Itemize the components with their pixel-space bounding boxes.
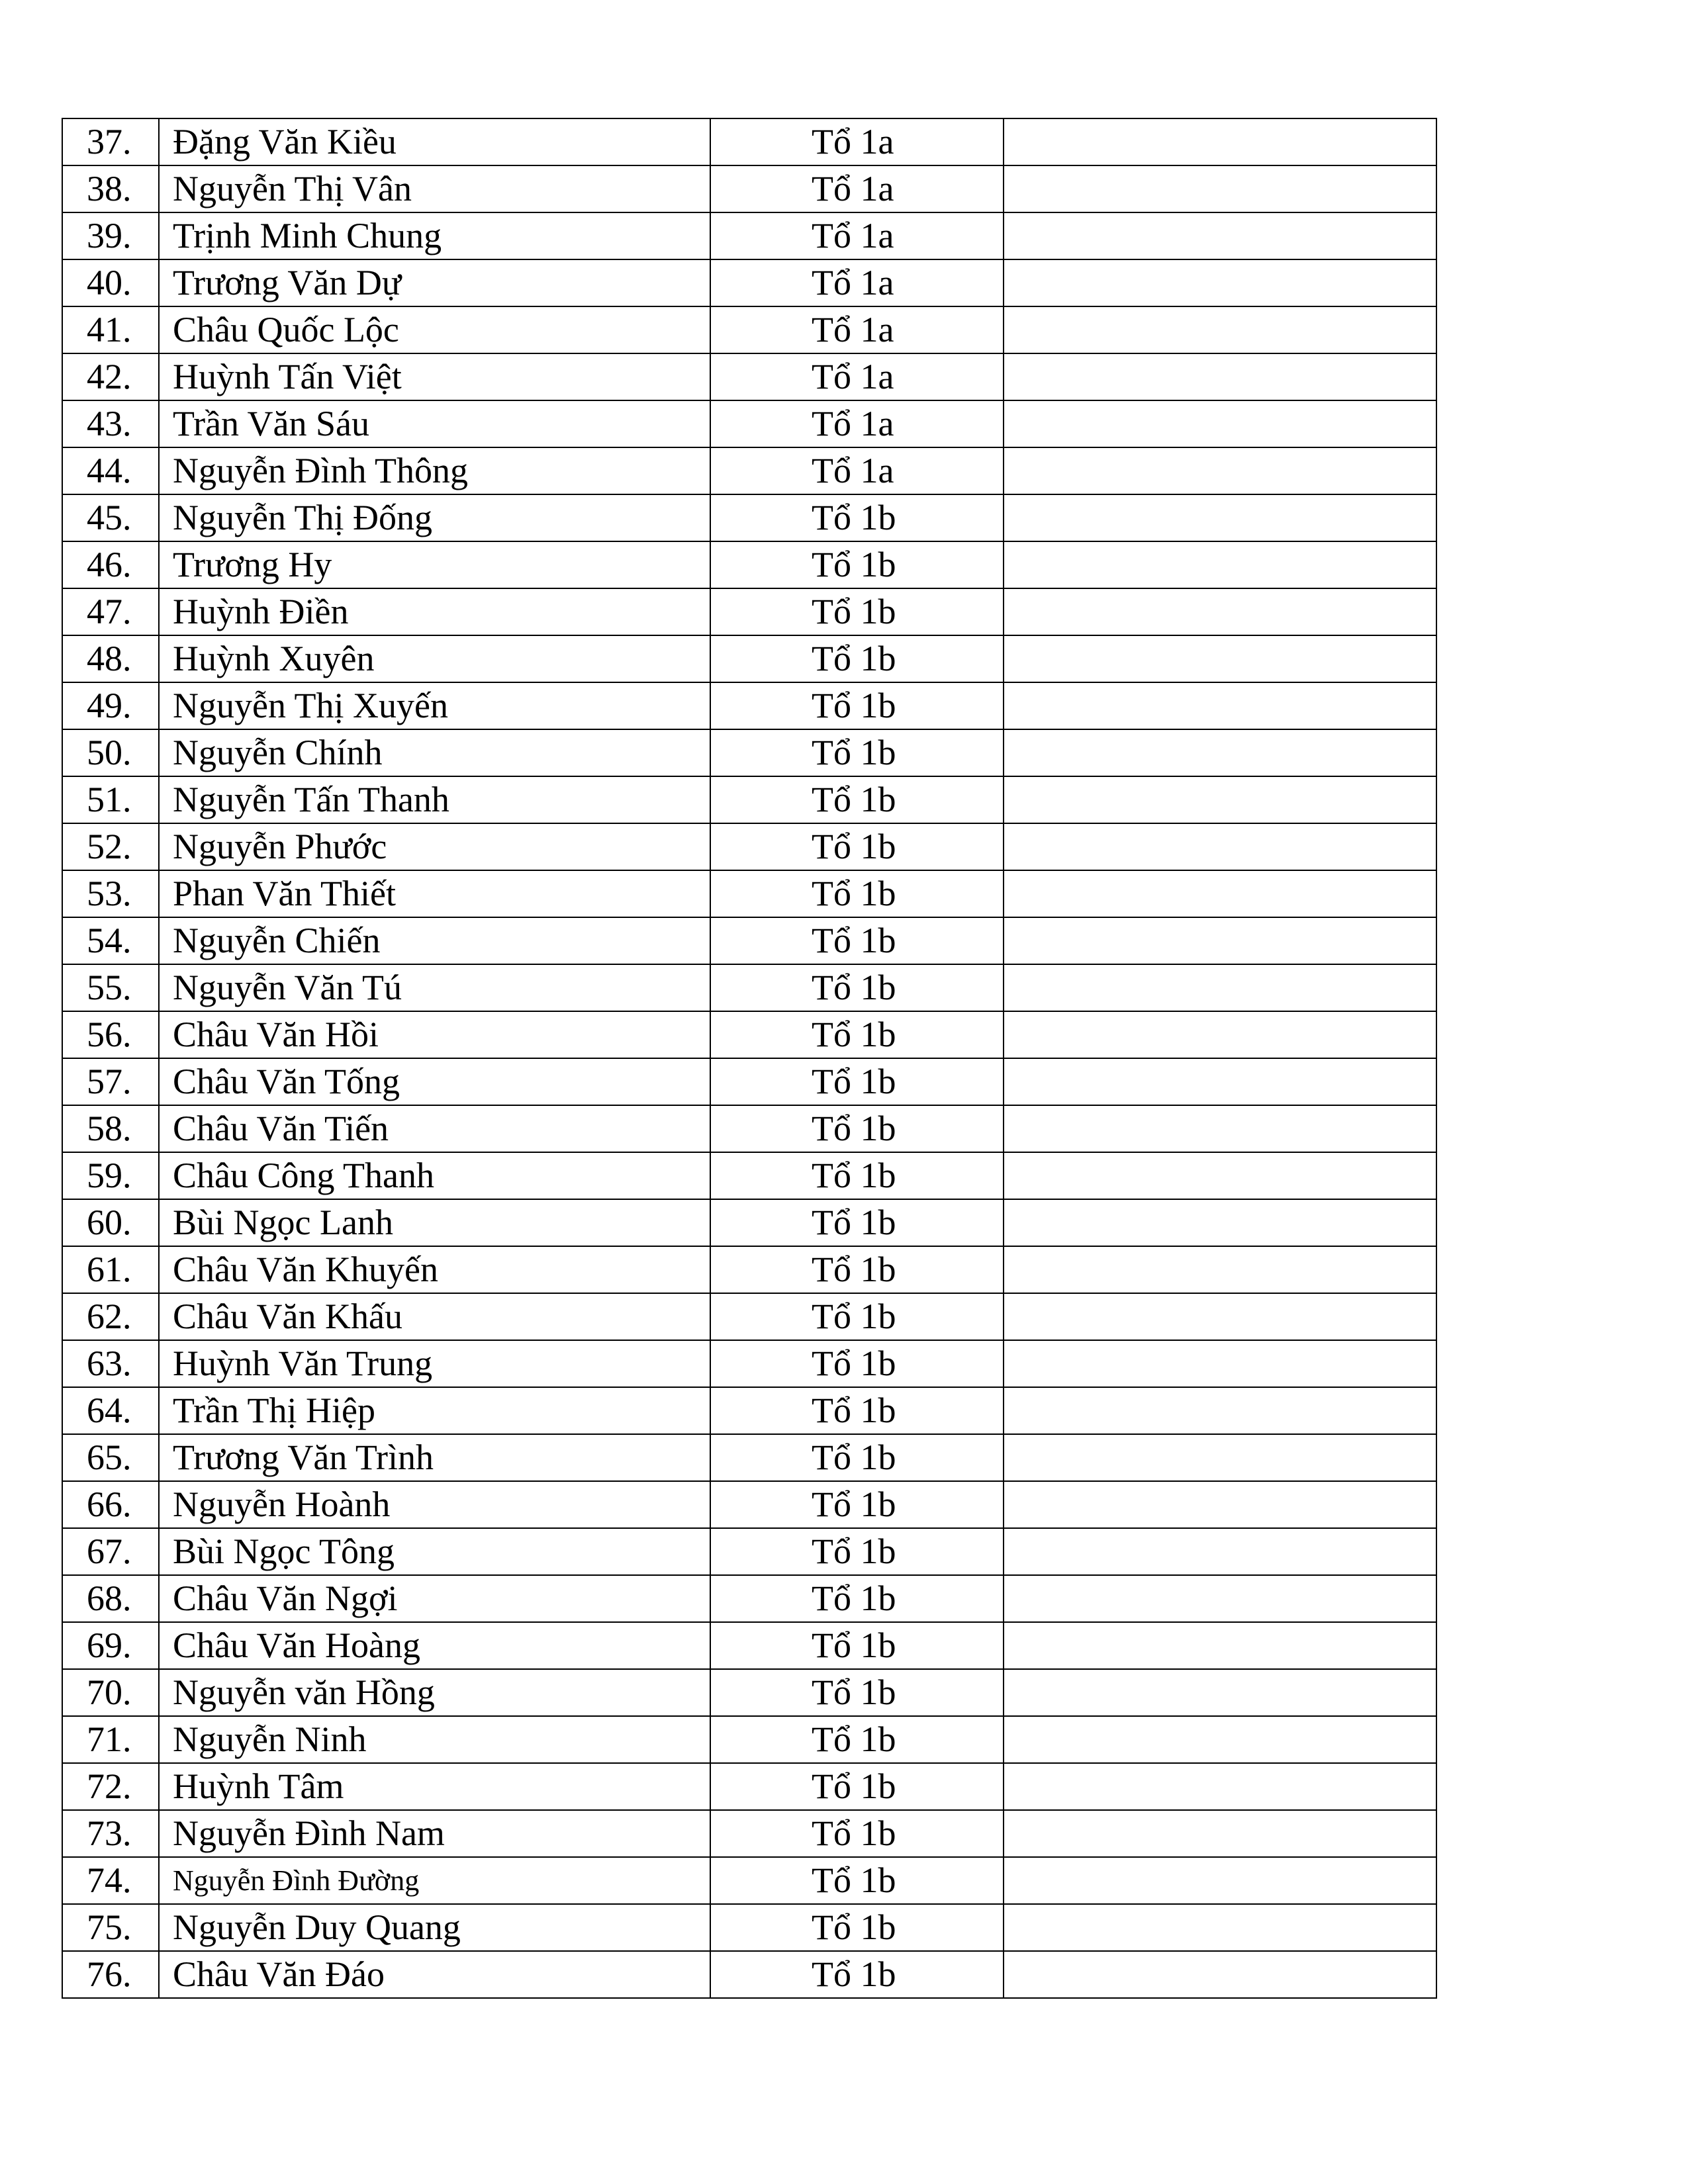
table-row: [62, 1293, 1436, 1340]
group-label: Tổ 1a: [710, 212, 1004, 259]
note-cell: [1004, 1293, 1436, 1340]
row-number: 54.: [62, 917, 159, 964]
table-row: [62, 400, 1436, 447]
group-label: Tổ 1a: [710, 353, 1004, 400]
table-row: [62, 964, 1436, 1011]
group-label: Tổ 1b: [710, 1387, 1004, 1434]
table-row: [62, 635, 1436, 682]
person-name: Nguyễn Chiến: [159, 917, 710, 964]
note-cell: [1004, 588, 1436, 635]
row-number: 71.: [62, 1716, 159, 1763]
person-name: Nguyễn Duy Quang: [159, 1904, 710, 1951]
roster-table: [62, 118, 1437, 1999]
table-row: [62, 1622, 1436, 1669]
person-name: Bùi Ngọc Tông: [159, 1528, 710, 1575]
table-row: [62, 1857, 1436, 1904]
person-name: Nguyễn Thị Vân: [159, 165, 710, 212]
table-row: [62, 1669, 1436, 1716]
person-name: Nguyễn Văn Tú: [159, 964, 710, 1011]
person-name: Nguyễn Phước: [159, 823, 710, 870]
note-cell: [1004, 494, 1436, 541]
note-cell: [1004, 306, 1436, 353]
table-row: [62, 682, 1436, 729]
person-name: Huỳnh Điền: [159, 588, 710, 635]
note-cell: [1004, 1716, 1436, 1763]
group-label: Tổ 1b: [710, 1951, 1004, 1998]
table-row: [62, 353, 1436, 400]
note-cell: [1004, 1810, 1436, 1857]
group-label: Tổ 1a: [710, 165, 1004, 212]
table-row: [62, 447, 1436, 494]
person-name: Châu Văn Khấu: [159, 1293, 710, 1340]
person-name: Nguyễn văn Hồng: [159, 1669, 710, 1716]
group-label: Tổ 1a: [710, 118, 1004, 165]
row-number: 67.: [62, 1528, 159, 1575]
row-number: 69.: [62, 1622, 159, 1669]
note-cell: [1004, 1481, 1436, 1528]
group-label: Tổ 1b: [710, 635, 1004, 682]
person-name: Nguyễn Tấn Thanh: [159, 776, 710, 823]
note-cell: [1004, 1434, 1436, 1481]
row-number: 75.: [62, 1904, 159, 1951]
group-label: Tổ 1b: [710, 1669, 1004, 1716]
row-number: 57.: [62, 1058, 159, 1105]
table-row: [62, 1058, 1436, 1105]
person-name: Nguyễn Thị Đống: [159, 494, 710, 541]
note-cell: [1004, 1152, 1436, 1199]
note-cell: [1004, 1575, 1436, 1622]
note-cell: [1004, 1105, 1436, 1152]
row-number: 58.: [62, 1105, 159, 1152]
note-cell: [1004, 1763, 1436, 1810]
row-number: 55.: [62, 964, 159, 1011]
row-number: 47.: [62, 588, 159, 635]
group-label: Tổ 1b: [710, 1246, 1004, 1293]
person-name: Nguyễn Đình Đường: [159, 1857, 710, 1904]
person-name: Nguyễn Đình Thông: [159, 447, 710, 494]
table-row: [62, 1387, 1436, 1434]
row-number: 53.: [62, 870, 159, 917]
row-number: 42.: [62, 353, 159, 400]
note-cell: [1004, 212, 1436, 259]
group-label: Tổ 1b: [710, 1481, 1004, 1528]
row-number: 76.: [62, 1951, 159, 1998]
table-row: [62, 1716, 1436, 1763]
table-row: [62, 1199, 1436, 1246]
group-label: Tổ 1b: [710, 823, 1004, 870]
row-number: 41.: [62, 306, 159, 353]
person-name: Trần Thị Hiệp: [159, 1387, 710, 1434]
group-label: Tổ 1b: [710, 1434, 1004, 1481]
group-label: Tổ 1b: [710, 964, 1004, 1011]
person-name: Trương Văn Dự: [159, 259, 710, 306]
note-cell: [1004, 1622, 1436, 1669]
group-label: Tổ 1b: [710, 1058, 1004, 1105]
table-row: [62, 1340, 1436, 1387]
row-number: 61.: [62, 1246, 159, 1293]
note-cell: [1004, 1951, 1436, 1998]
person-name: Châu Văn Hoàng: [159, 1622, 710, 1669]
table-row: [62, 212, 1436, 259]
row-number: 37.: [62, 118, 159, 165]
table-row: [62, 1011, 1436, 1058]
table-row: [62, 541, 1436, 588]
row-number: 60.: [62, 1199, 159, 1246]
table-row: [62, 1246, 1436, 1293]
table-row: [62, 1528, 1436, 1575]
table-row: [62, 1434, 1436, 1481]
note-cell: [1004, 1528, 1436, 1575]
row-number: 38.: [62, 165, 159, 212]
group-label: Tổ 1b: [710, 1152, 1004, 1199]
person-name: Nguyễn Đình Nam: [159, 1810, 710, 1857]
group-label: Tổ 1b: [710, 682, 1004, 729]
group-label: Tổ 1a: [710, 259, 1004, 306]
person-name: Châu Công Thanh: [159, 1152, 710, 1199]
note-cell: [1004, 400, 1436, 447]
person-name: Châu Văn Đáo: [159, 1951, 710, 1998]
group-label: Tổ 1b: [710, 917, 1004, 964]
person-name: Huỳnh Xuyên: [159, 635, 710, 682]
note-cell: [1004, 917, 1436, 964]
person-name: Châu Văn Tiến: [159, 1105, 710, 1152]
person-name: Châu Văn Ngợi: [159, 1575, 710, 1622]
person-name: Phan Văn Thiết: [159, 870, 710, 917]
person-name: Châu Quốc Lộc: [159, 306, 710, 353]
group-label: Tổ 1a: [710, 400, 1004, 447]
table-row: [62, 1575, 1436, 1622]
person-name: Đặng Văn Kiều: [159, 118, 710, 165]
group-label: Tổ 1b: [710, 1528, 1004, 1575]
table-row: [62, 1810, 1436, 1857]
note-cell: [1004, 1669, 1436, 1716]
row-number: 52.: [62, 823, 159, 870]
note-cell: [1004, 964, 1436, 1011]
note-cell: [1004, 1011, 1436, 1058]
row-number: 66.: [62, 1481, 159, 1528]
note-cell: [1004, 1058, 1436, 1105]
person-name: Trần Văn Sáu: [159, 400, 710, 447]
note-cell: [1004, 541, 1436, 588]
row-number: 64.: [62, 1387, 159, 1434]
group-label: Tổ 1a: [710, 306, 1004, 353]
row-number: 49.: [62, 682, 159, 729]
group-label: Tổ 1b: [710, 1763, 1004, 1810]
group-label: Tổ 1b: [710, 588, 1004, 635]
person-name: Huỳnh Tấn Việt: [159, 353, 710, 400]
table-row: [62, 1904, 1436, 1951]
table-row: [62, 729, 1436, 776]
group-label: Tổ 1b: [710, 1199, 1004, 1246]
table-row: [62, 118, 1436, 165]
table-row: [62, 1763, 1436, 1810]
person-name: Bùi Ngọc Lanh: [159, 1199, 710, 1246]
person-name: Nguyễn Chính: [159, 729, 710, 776]
row-number: 74.: [62, 1857, 159, 1904]
note-cell: [1004, 165, 1436, 212]
note-cell: [1004, 259, 1436, 306]
table-row: [62, 494, 1436, 541]
note-cell: [1004, 870, 1436, 917]
note-cell: [1004, 1904, 1436, 1951]
row-number: 46.: [62, 541, 159, 588]
row-number: 70.: [62, 1669, 159, 1716]
note-cell: [1004, 353, 1436, 400]
table-row: [62, 1481, 1436, 1528]
group-label: Tổ 1b: [710, 1011, 1004, 1058]
row-number: 51.: [62, 776, 159, 823]
table-row: [62, 588, 1436, 635]
roster-body: [62, 118, 1436, 1998]
person-name: Trương Hy: [159, 541, 710, 588]
group-label: Tổ 1a: [710, 447, 1004, 494]
row-number: 39.: [62, 212, 159, 259]
row-number: 48.: [62, 635, 159, 682]
group-label: Tổ 1b: [710, 1622, 1004, 1669]
table-row: [62, 1105, 1436, 1152]
note-cell: [1004, 1387, 1436, 1434]
group-label: Tổ 1b: [710, 1340, 1004, 1387]
note-cell: [1004, 776, 1436, 823]
row-number: 62.: [62, 1293, 159, 1340]
person-name: Trịnh Minh Chung: [159, 212, 710, 259]
table-row: [62, 823, 1436, 870]
note-cell: [1004, 682, 1436, 729]
person-name: Nguyễn Hoành: [159, 1481, 710, 1528]
row-number: 59.: [62, 1152, 159, 1199]
group-label: Tổ 1b: [710, 1716, 1004, 1763]
person-name: Huỳnh Tâm: [159, 1763, 710, 1810]
person-name: Huỳnh Văn Trung: [159, 1340, 710, 1387]
row-number: 43.: [62, 400, 159, 447]
row-number: 68.: [62, 1575, 159, 1622]
row-number: 45.: [62, 494, 159, 541]
table-row: [62, 165, 1436, 212]
note-cell: [1004, 1199, 1436, 1246]
row-number: 44.: [62, 447, 159, 494]
row-number: 40.: [62, 259, 159, 306]
note-cell: [1004, 635, 1436, 682]
table-row: [62, 870, 1436, 917]
group-label: Tổ 1b: [710, 1293, 1004, 1340]
person-name: Trương Văn Trình: [159, 1434, 710, 1481]
note-cell: [1004, 1246, 1436, 1293]
table-row: [62, 917, 1436, 964]
row-number: 73.: [62, 1810, 159, 1857]
note-cell: [1004, 447, 1436, 494]
row-number: 56.: [62, 1011, 159, 1058]
group-label: Tổ 1b: [710, 1857, 1004, 1904]
group-label: Tổ 1b: [710, 729, 1004, 776]
group-label: Tổ 1b: [710, 776, 1004, 823]
note-cell: [1004, 823, 1436, 870]
row-number: 72.: [62, 1763, 159, 1810]
table-row: [62, 1951, 1436, 1998]
table-row: [62, 1152, 1436, 1199]
group-label: Tổ 1b: [710, 1904, 1004, 1951]
group-label: Tổ 1b: [710, 1105, 1004, 1152]
note-cell: [1004, 1340, 1436, 1387]
group-label: Tổ 1b: [710, 541, 1004, 588]
note-cell: [1004, 118, 1436, 165]
person-name: Châu Văn Tống: [159, 1058, 710, 1105]
row-number: 50.: [62, 729, 159, 776]
person-name: Châu Văn Hồi: [159, 1011, 710, 1058]
group-label: Tổ 1b: [710, 870, 1004, 917]
group-label: Tổ 1b: [710, 494, 1004, 541]
person-name: Châu Văn Khuyến: [159, 1246, 710, 1293]
note-cell: [1004, 729, 1436, 776]
table-row: [62, 306, 1436, 353]
table-row: [62, 776, 1436, 823]
row-number: 65.: [62, 1434, 159, 1481]
person-name: Nguyễn Thị Xuyến: [159, 682, 710, 729]
table-row: [62, 259, 1436, 306]
group-label: Tổ 1b: [710, 1810, 1004, 1857]
group-label: Tổ 1b: [710, 1575, 1004, 1622]
note-cell: [1004, 1857, 1436, 1904]
person-name: Nguyễn Ninh: [159, 1716, 710, 1763]
row-number: 63.: [62, 1340, 159, 1387]
